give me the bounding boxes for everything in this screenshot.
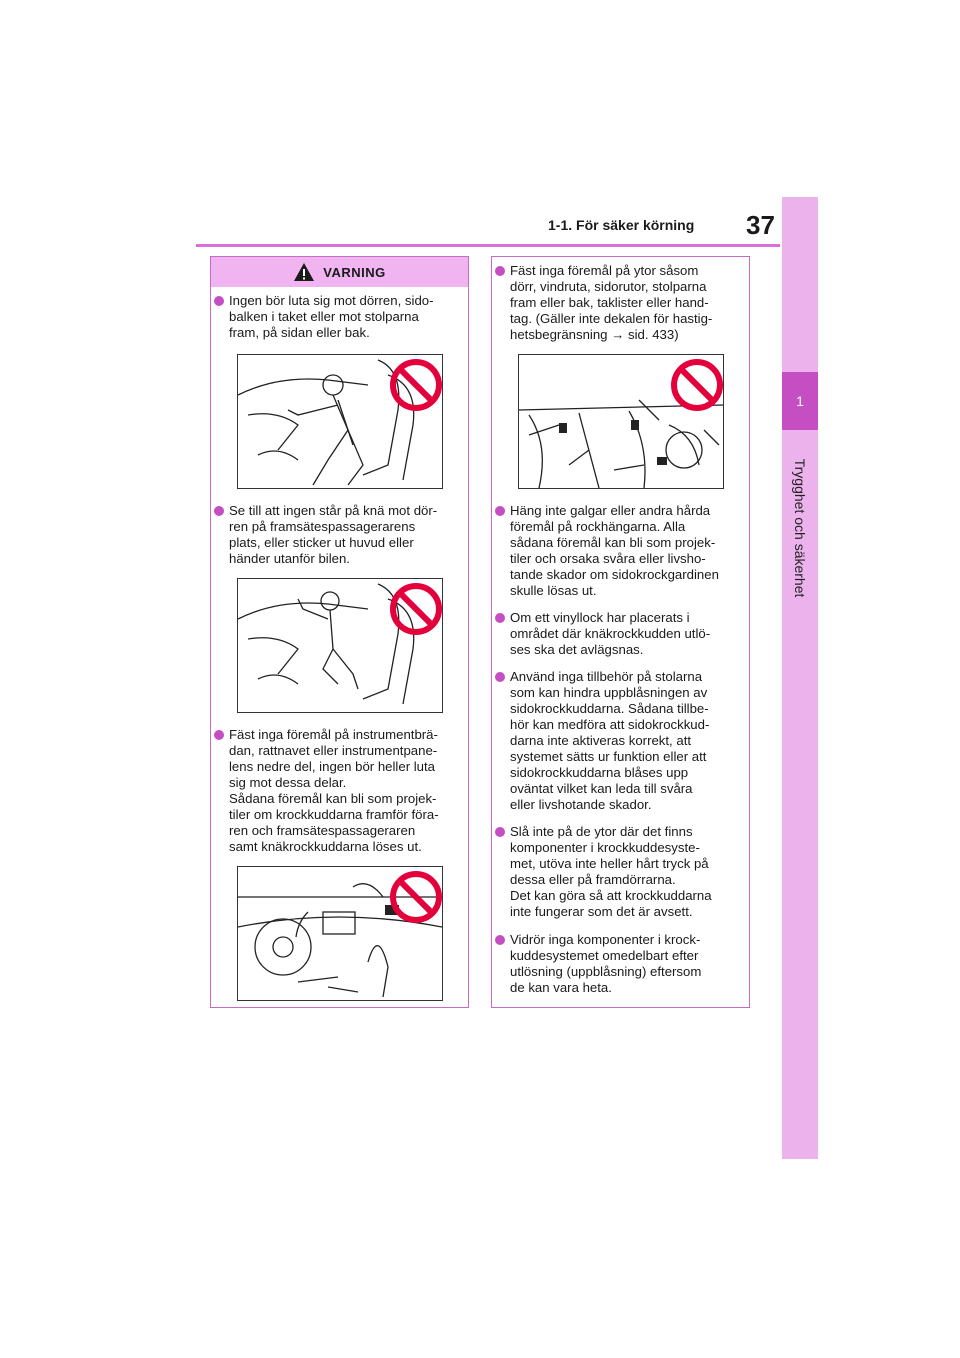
prohibition-icon: [670, 358, 724, 412]
bullet-icon: [495, 827, 505, 837]
warning-item-text: Fäst inga föremål på ytor såsom dörr, vindruta, sidorutor, stolparna fram eller bak, taklister eller hand- tag. (Gäller inte dekalen för hastig- hetsbegränsning → sid. 433): [510, 263, 713, 342]
header-rule: [196, 244, 780, 247]
bullet-icon: [495, 266, 505, 276]
bullet-icon: [495, 613, 505, 623]
warning-item: [495, 610, 745, 658]
bullet-icon: [495, 506, 505, 516]
warning-item-text: Om ett vinyllock har placerats i området där knäkrockkudden utlö- ses ska det avlägsnas.: [510, 610, 711, 657]
prohibition-icon: [389, 870, 443, 924]
warning-item: [495, 503, 745, 599]
warning-item: [214, 293, 464, 341]
bullet-icon: [214, 730, 224, 740]
bullet-icon: [495, 935, 505, 945]
warning-item: [495, 932, 745, 996]
warning-item-text: Ingen bör luta sig mot dörren, sido- balken i taket eller mot stolparna fram, på sidan eller bak.: [229, 293, 434, 340]
prohibition-icon: [389, 582, 443, 636]
warning-item-text: Fäst inga föremål på instrumentbrä- dan, rattnavet eller instrumentpane- lens nedre del, ingen bör heller luta sig mot dessa delar. Sådana föremål kan bli som projek- tiler om krockkuddarna framför föra- ren och framsätespassageraren samt knäkrockkuddarna löses ut.: [229, 727, 439, 854]
warning-triangle-icon: [293, 262, 315, 282]
page-number: 37: [746, 210, 775, 240]
warning-item-text: Se till att ingen står på knä mot dör- ren på framsätespassagerarens plats, eller sticker ut huvud eller händer utanför bilen.: [229, 503, 438, 566]
bullet-icon: [495, 672, 505, 682]
warning-box-right: [491, 256, 750, 1008]
warning-item-text: Använd inga tillbehör på stolarna som kan hindra uppblåsningen av sidokrockkuddarna. Sådana tillbe- hör kan medföra att sidokrockkud- darna inte aktiveras korrekt, att systemet sätts ur funktion eller att sidokrockkuddarna blåses upp oväntat vilket kan leda till svåra eller livshotande skador.: [510, 669, 710, 812]
chapter-title: Trygghet och säkerhet: [792, 458, 808, 598]
section-title: 1-1. För säker körning: [548, 217, 695, 233]
warning-item: [495, 669, 745, 813]
chapter-number: 1: [782, 372, 818, 430]
bullet-icon: [214, 506, 224, 516]
warning-item: [214, 727, 464, 855]
warning-item: [495, 263, 745, 343]
bullet-icon: [214, 296, 224, 306]
warning-item-text: Slå inte på de ytor där det finns komponenter i krockkuddesyste- met, utöva inte heller hårt tryck på dessa eller på framdörrarna. Det kan göra så att krockkuddarna inte fungerar som det är avsett.: [510, 824, 712, 919]
warning-box-left: [210, 256, 469, 1008]
warning-item: [495, 824, 745, 920]
chapter-side-tab: [782, 197, 818, 1159]
warning-item-text: Häng inte galgar eller andra hårda föremål på rockhängarna. Alla sådana föremål kan bli som projek- tiler och orsaka svåra eller livsho- tande skador om sidokrockgardinen skulle lösas ut.: [510, 503, 719, 598]
warning-label: VARNING: [323, 264, 386, 280]
warning-item-text: Vidrör inga komponenter i krock- kuddesystemet omedelbart efter utlösning (uppblåsning) eftersom de kan vara heta.: [510, 932, 702, 995]
prohibition-icon: [389, 358, 443, 412]
warning-item: [214, 503, 464, 567]
warning-header: [211, 257, 468, 287]
